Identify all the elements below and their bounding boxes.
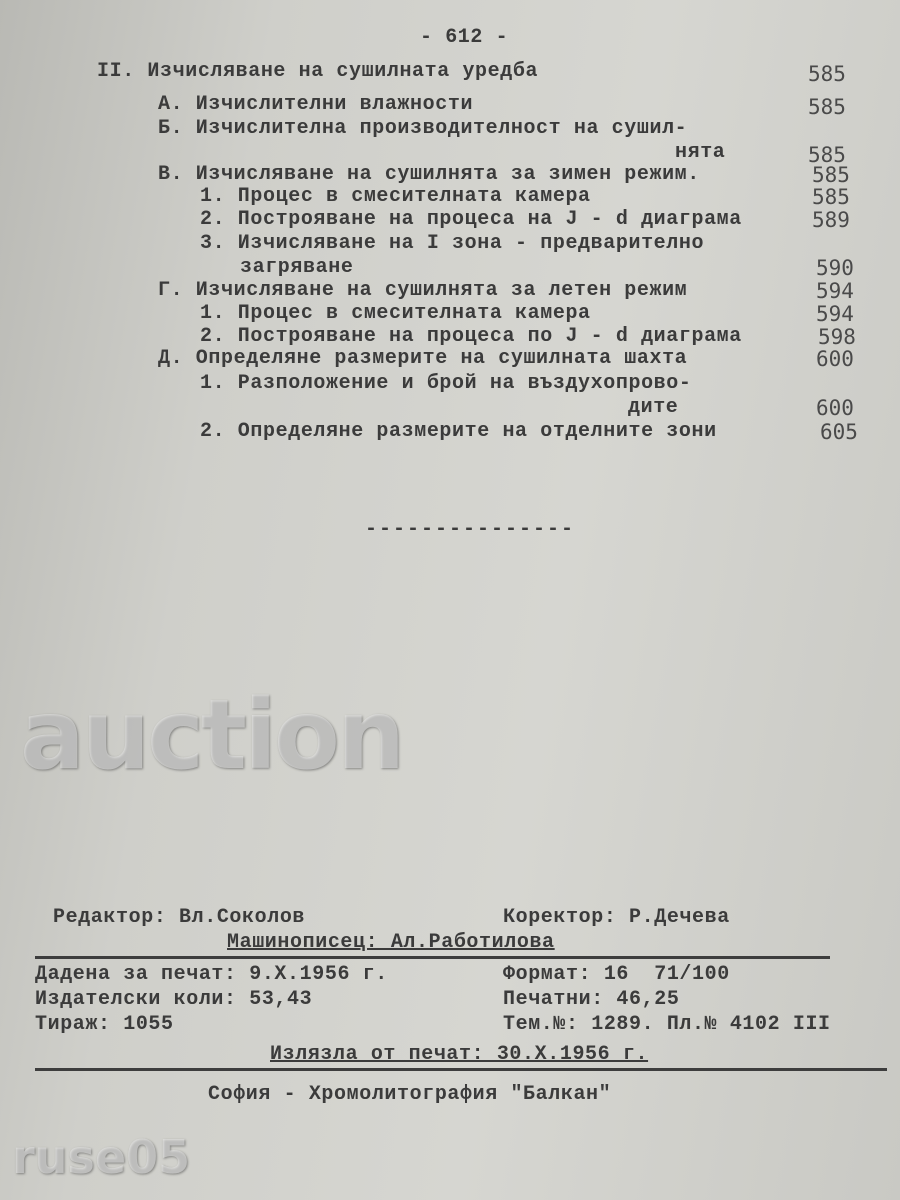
toc-entry: нята <box>675 141 726 164</box>
toc-entry: Б. Изчислителна производителност на сушил- <box>158 117 688 140</box>
toc-page: 585 <box>808 143 846 167</box>
toc-page: 585 <box>812 163 850 187</box>
toc-page: 600 <box>816 347 854 371</box>
toc-page: 589 <box>812 208 850 232</box>
print-run: Тираж: 1055 <box>35 1013 174 1036</box>
toc-page: 598 <box>818 325 856 349</box>
toc-entry: А. Изчислителни влажности <box>158 93 474 116</box>
divider-rule <box>35 956 830 959</box>
page-number: - 612 - <box>420 26 509 49</box>
printed-sheets: Печатни: 46,25 <box>503 988 680 1011</box>
toc-entry: дите <box>628 396 679 419</box>
given-to-print: Дадена за печат: 9.X.1956 г. <box>35 963 388 986</box>
printer: София - Хромолитография "Балкан" <box>208 1083 612 1106</box>
toc-entry: Г. Изчисляване на сушилнята за летен режим <box>158 279 688 302</box>
toc-page: 585 <box>808 62 846 86</box>
format: Формат: 16 71/100 <box>503 963 730 986</box>
publishers-sheets: Издателски коли: 53,43 <box>35 988 313 1011</box>
toc-entry: II. Изчисляване на сушилната уредба <box>97 60 539 83</box>
toc-entry: 2. Построяване на процеса на J - d диаграма <box>200 208 742 231</box>
toc-entry: 1. Процес в смесителната камера <box>200 302 591 325</box>
toc-page: 594 <box>816 279 854 303</box>
toc-page: 605 <box>820 420 858 444</box>
toc-entry: загряване <box>240 256 354 279</box>
toc-entry: 2. Построяване на процеса по J - d диаграма <box>200 325 742 348</box>
toc-entry: 3. Изчисляване на I зона - предварително <box>200 232 705 255</box>
divider-rule <box>35 1068 887 1071</box>
release-date: Излязла от печат: 30.X.1956 г. <box>270 1043 649 1066</box>
toc-entry: 2. Определяне размерите на отделните зони <box>200 420 717 443</box>
toc-page: 590 <box>816 256 854 280</box>
typist: Машинописец: Ал.Работилова <box>227 931 555 954</box>
watermark-user: ruse05 <box>12 1130 191 1184</box>
watermark-brand: auction <box>20 679 403 791</box>
toc-page: 585 <box>808 95 846 119</box>
toc-entry: В. Изчисляване на сушилнята за зимен режим. <box>158 163 700 186</box>
theme-number: Тем.№: 1289. Пл.№ 4102 III <box>503 1013 831 1036</box>
editor: Редактор: Вл.Соколов <box>53 906 306 929</box>
toc-page: 594 <box>816 302 854 326</box>
toc-entry: 1. Разположение и брой на въздухопрово- <box>200 372 692 395</box>
toc-page: 585 <box>812 185 850 209</box>
toc-entry: 1. Процес в смесителната камера <box>200 185 591 208</box>
toc-entry: Д. Определяне размерите на сушилната шахта <box>158 347 688 370</box>
corrector: Коректор: Р.Дечева <box>503 906 730 929</box>
section-separator: --------------- <box>365 518 576 541</box>
toc-page: 600 <box>816 396 854 420</box>
